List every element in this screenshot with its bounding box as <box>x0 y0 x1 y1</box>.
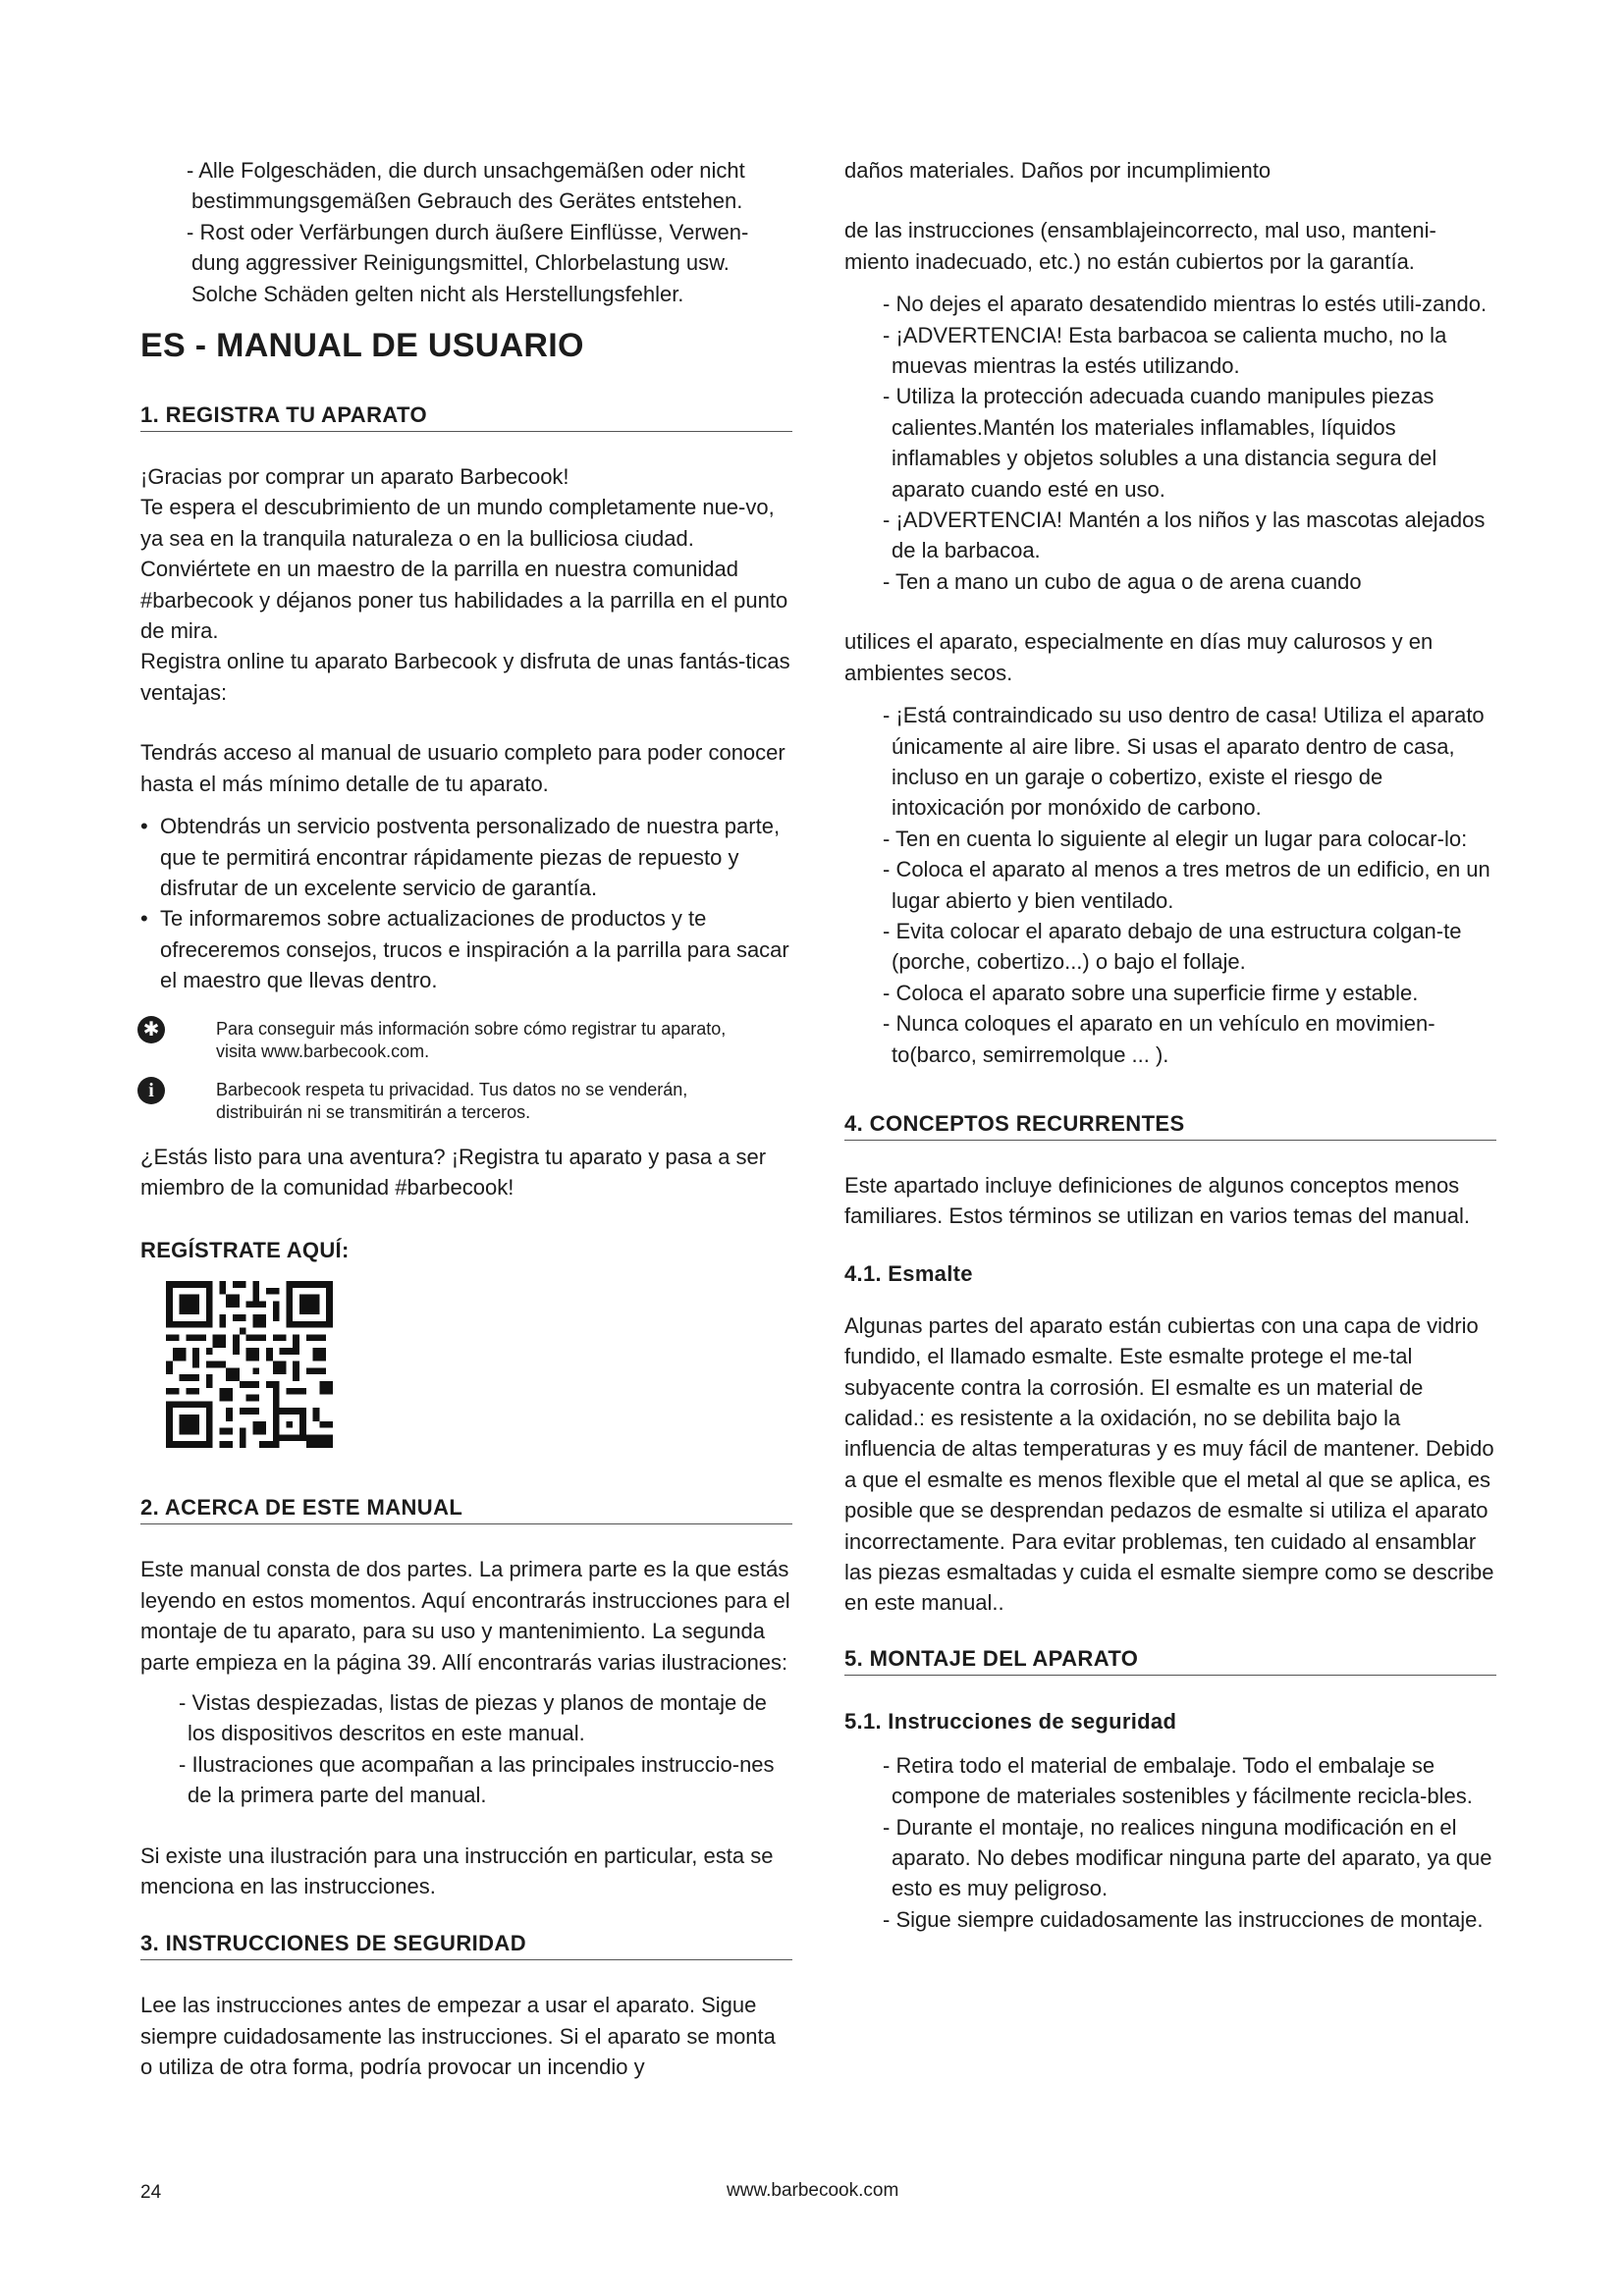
paragraph: ¡Gracias por comprar un aparato Barbecook! <box>140 464 569 490</box>
bullet-icon: • <box>140 814 148 839</box>
list-item: - Durante el montaje, no realices ninguna modificación en el aparato. No debes modificar ninguna parte del aparato, ya que esto es muy peligroso. <box>883 1814 1492 1901</box>
list-item-text: Te informaremos sobre actualizaciones de productos y te ofreceremos consejos, trucos e inspiración a la parrilla para sacar el maestro que llevas dentro. <box>160 906 789 993</box>
paragraph: Este manual consta de dos partes. La primera parte es la que estás leyendo en estos momentos. Aquí encontrarás instrucciones para el montaje de tu aparato, para su uso y mantenimiento. La segunda parte empieza en la página 39. Allí encontrarás varias ilustraciones: <box>140 1557 790 1675</box>
list-item: - Utiliza la protección adecuada cuando manipules piezas calientes.Mantén los materiales inflamables, líquidos inflamables y objetos solubles a una distancia segura del aparato cuando esté en uso. <box>883 384 1437 502</box>
list-item: - Coloca el aparato al menos a tres metros de un edificio, en un lugar abierto y bien ventilado. <box>883 857 1490 913</box>
list-item <box>140 903 792 995</box>
illustrations-list <box>140 1687 792 1811</box>
list-item: - Coloca el aparato sobre una superficie firme y estable. <box>883 980 1419 1005</box>
section-1-heading: 1. REGISTRA TU APARATO <box>140 402 792 432</box>
privacy-note <box>137 1079 792 1124</box>
list-item: Solche Schäden gelten nicht als Herstellungsfehler. <box>191 281 684 306</box>
list-item: dung aggressiver Reinigungsmittel, Chlorbelastung usw. <box>191 250 730 276</box>
paragraph: de las instrucciones (ensamblajeincorrecto, mal uso, manteni-miento inadecuado, etc.) no están cubiertos por la garantía. <box>844 218 1436 274</box>
list-item <box>140 811 792 903</box>
location-list <box>844 700 1496 1070</box>
footer-url[interactable]: www.barbecook.com <box>727 2180 899 2201</box>
safety-list <box>844 289 1496 597</box>
paragraph: daños materiales. Daños por incumplimiento <box>844 158 1272 183</box>
list-item: - ¡Está contraindicado su uso dentro de casa! Utiliza el aparato únicamente al aire libre. Si usas el aparato dentro de casa, incluso en un garaje o cobertizo, existe el riesgo de intoxicación por monóxido de carbono. <box>883 703 1485 821</box>
manual-title: ES - MANUAL DE USUARIO <box>140 327 584 365</box>
list-item: - Ten en cuenta lo siguiente al elegir un lugar para colocar-lo: <box>883 826 1468 851</box>
paragraph: Algunas partes del aparato están cubiertas con una capa de vidrio fundido, el llamado esmalte. Este esmalte protege el me-tal subyacente contra la corrosión. El esmalte es un material de calidad.: es resistente a la oxidación, no se debilita bajo la influencia de altas temperaturas y es muy fácil de mantener. Debido a que el esmalte es menos flexible que el metal al que se aplica, es posible que se desprendan pedazos de esmalte si utiliza el aparato incorrectamente. Para evitar problemas, ten cuidado al ensamblar las piezas esmaltadas y cuida el esmalte siempre como se describe en este manual.. <box>844 1312 1494 1616</box>
section-2-heading: 2. ACERCA DE ESTE MANUAL <box>140 1495 792 1524</box>
assembly-safety-list <box>844 1750 1496 1935</box>
section-4-heading: 4. CONCEPTOS RECURRENTES <box>844 1111 1496 1141</box>
subsection-5-1-heading: 5.1. Instrucciones de seguridad <box>844 1708 1177 1734</box>
paragraph: utilices el aparato, especialmente en días muy calurosos y en ambientes secos. <box>844 629 1434 685</box>
subsection-4-1-heading: 4.1. Esmalte <box>844 1260 973 1286</box>
registration-note <box>137 1018 792 1063</box>
list-item: - ¡ADVERTENCIA! Esta barbacoa se calienta mucho, no la muevas mientras la estés utilizando. <box>883 322 1447 379</box>
page-number: 24 <box>140 2182 162 2203</box>
list-item: - Nunca coloques el aparato en un vehículo en movimien-to(barco, semirremolque ... ). <box>883 1011 1435 1067</box>
paragraph: Si existe una ilustración para una instrucción en particular, esta se menciona en las instrucciones. <box>140 1842 774 1898</box>
note-text: Para conseguir más información sobre cómo registrar tu aparato, visita www.barbecook.com. <box>216 1018 727 1061</box>
lightbulb-icon: ✱ <box>137 1016 165 1043</box>
left-column <box>140 155 792 2083</box>
register-label: REGÍSTRATE AQUÍ: <box>140 1238 350 1263</box>
list-item: - Retira todo el material de embalaje. Todo el embalaje se compone de materiales sostenibles y fácilmente recicla-bles. <box>883 1752 1473 1809</box>
qr-code-image[interactable] <box>166 1281 333 1448</box>
section-5-heading: 5. MONTAJE DEL APARATO <box>844 1646 1496 1676</box>
list-item: - Ilustraciones que acompañan a las principales instruccio-nes de la primera parte del manual. <box>179 1751 775 1808</box>
list-item: - Alle Folgeschäden, die durch unsachgemäßen oder nicht <box>187 158 745 183</box>
paragraph: Lee las instrucciones antes de empezar a usar el aparato. Sigue siempre cuidadosamente las instrucciones. Si el aparato se monta o utiliza de otra forma, podría provocar un incendio y <box>140 1993 776 2080</box>
paragraph: Te espera el descubrimiento de un mundo completamente nue-vo, ya sea en la tranquila naturaleza o en la bulliciosa ciudad. <box>140 495 775 551</box>
info-icon: i <box>137 1077 165 1104</box>
note-text: Barbecook respeta tu privacidad. Tus datos no se venderán, distribuirán ni se transmitirán a terceros. <box>216 1079 688 1122</box>
list-item: - Sigue siempre cuidadosamente las instrucciones de montaje. <box>883 1906 1484 1932</box>
list-item: bestimmungsgemäßen Gebrauch des Gerätes entstehen. <box>191 188 743 214</box>
paragraph: Este apartado incluye definiciones de algunos conceptos menos familiares. Estos términos se utilizan en varios temas del manual. <box>844 1172 1471 1229</box>
list-item: - No dejes el aparato desatendido mientras lo estés utili-zando. <box>883 292 1488 317</box>
paragraph: Tendrás acceso al manual de usuario completo para poder conocer hasta el más mínimo detalle de tu aparato. <box>140 740 785 796</box>
list-item: - ¡ADVERTENCIA! Mantén a los niños y las mascotas alejados de la barbacoa. <box>883 507 1486 563</box>
list-item-text: Obtendrás un servicio postventa personalizado de nuestra parte, que te permitirá encontrar rápidamente piezas de repuesto y disfrutar de un excelente servicio de garantía. <box>160 814 781 900</box>
list-item: - Evita colocar el aparato debajo de una estructura colgan-te (porche, cobertizo...) o bajo el follaje. <box>883 918 1462 975</box>
section-3-heading: 3. INSTRUCCIONES DE SEGURIDAD <box>140 1931 792 1960</box>
paragraph: ¿Estás listo para una aventura? ¡Registra tu aparato y pasa a ser miembro de la comunidad #barbecook! <box>140 1144 767 1200</box>
list-item: - Rost oder Verfärbungen durch äußere Einflüsse, Verwen- <box>187 219 749 244</box>
right-column <box>844 155 1496 1935</box>
german-warranty-list <box>140 155 792 309</box>
list-item: - Vistas despiezadas, listas de piezas y planos de montaje de los dispositivos descritos en este manual. <box>179 1689 767 1746</box>
benefits-list <box>140 811 792 995</box>
paragraph: Registra online tu aparato Barbecook y disfruta de unas fantás-ticas ventajas: <box>140 649 790 705</box>
list-item: - Ten a mano un cubo de agua o de arena cuando <box>883 568 1362 594</box>
bullet-icon: • <box>140 906 148 932</box>
paragraph: Conviértete en un maestro de la parrilla en nuestra comunidad #barbecook y déjanos poner tus habilidades a la parrilla en el punto de mira. <box>140 557 788 644</box>
